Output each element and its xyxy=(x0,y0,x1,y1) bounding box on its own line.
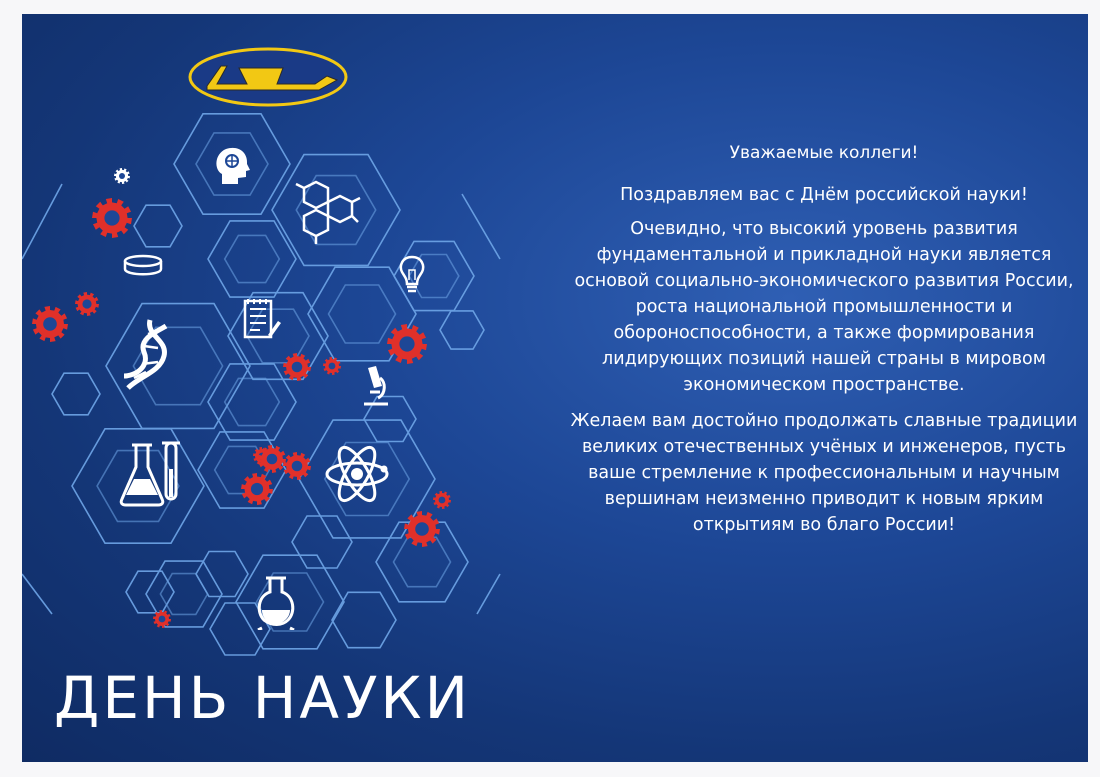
decorative-hexagon xyxy=(292,516,352,568)
lab-flasks-icon xyxy=(118,439,190,509)
microscope-icon xyxy=(358,364,392,406)
decorative-hexagon xyxy=(440,311,484,349)
notepad-icon xyxy=(242,297,282,343)
decorative-hexagon xyxy=(329,285,396,343)
decorative-hexagon xyxy=(225,235,280,282)
frame-line xyxy=(462,194,500,259)
lightbulb-icon xyxy=(397,254,427,296)
brain-head-icon xyxy=(210,144,252,188)
round-flask-icon xyxy=(254,574,298,630)
decorative-hexagon xyxy=(196,552,248,597)
gear-hole xyxy=(267,454,278,465)
congratulation-text: Поздравляем вас с Днём российской науки! xyxy=(620,185,1028,205)
atom-icon xyxy=(322,439,392,509)
day-of-science-title: ДЕНЬ НАУКИ xyxy=(54,664,471,732)
frame-line xyxy=(22,184,62,259)
frame-line xyxy=(22,574,52,614)
gear-hole xyxy=(399,336,414,351)
gear-hole xyxy=(439,497,446,504)
greeting-card xyxy=(22,14,1088,762)
decorative-hexagon xyxy=(208,221,296,297)
frame-line xyxy=(477,574,500,614)
congratulation-message xyxy=(560,140,1088,550)
decorative-hexagon xyxy=(225,378,280,425)
gear-hole xyxy=(415,522,429,536)
petri-dish-icon xyxy=(122,254,164,278)
gear-hole xyxy=(292,461,303,472)
gear-hole xyxy=(43,317,57,331)
gear-hole xyxy=(104,210,119,225)
gear-hole xyxy=(159,616,166,623)
gear-hole xyxy=(82,299,91,308)
paragraph-1: Очевидно, что высокий уровень развития фундаментальной и прикладной науки является основой социально-экономического развития России, роста национальной промышленности и обороноспособности, а также формирования лидирующих позиций нашей страны в мировом экономическом пространстве. xyxy=(574,219,1074,395)
gear-hole xyxy=(329,363,336,370)
decorative-hexagon xyxy=(208,364,296,440)
dna-icon xyxy=(120,316,172,392)
gear-hole xyxy=(292,362,303,373)
decorative-hexagon xyxy=(134,205,182,247)
viam-logo xyxy=(187,46,349,108)
paragraph-2: Желаем вам достойно продолжать славные традиции великих отечественных учёных и инженеров, пусть ваше стремление к профессиональным и научным вершинам неизменно приводит к новым ярким открытиям во благо России! xyxy=(570,411,1078,535)
decorative-hexagon xyxy=(52,373,100,415)
molecule-icon xyxy=(292,176,362,246)
gear-hole xyxy=(119,173,125,179)
decorative-hexagon xyxy=(332,592,396,647)
gear-hole xyxy=(251,483,263,495)
science-hexagon-artwork xyxy=(22,14,502,762)
greeting-text: Уважаемые коллеги! xyxy=(729,143,919,163)
